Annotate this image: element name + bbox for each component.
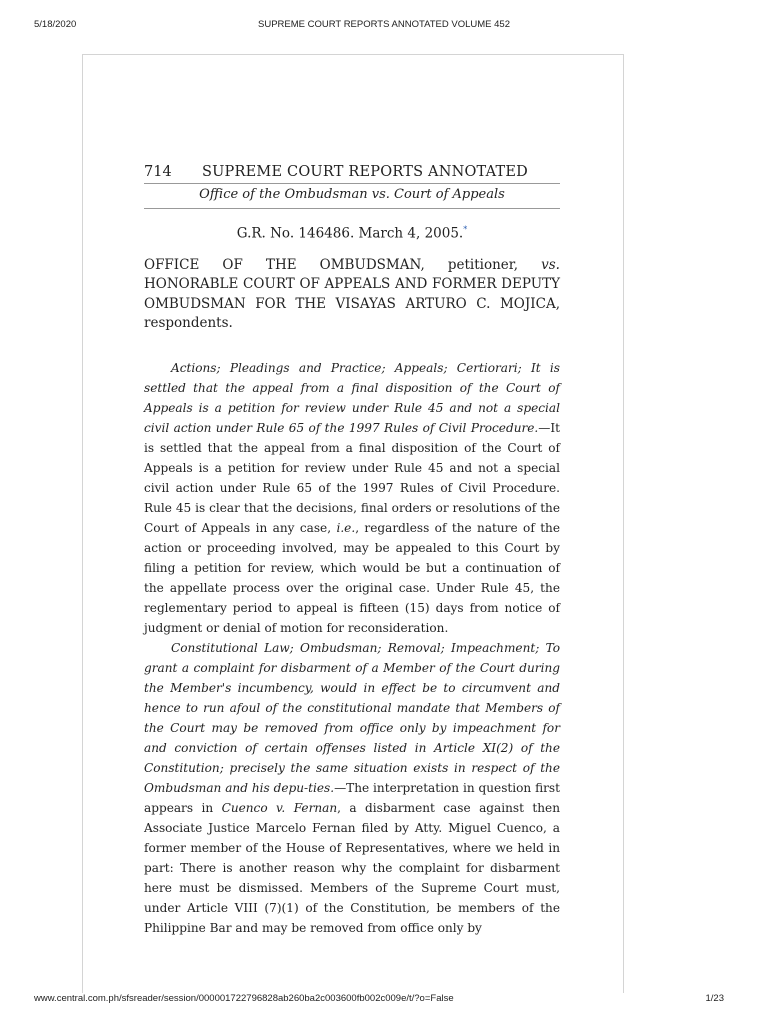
syllabus-paragraph: [144, 358, 560, 638]
respondents-role: respondents.: [144, 315, 233, 331]
syllabus-text: —It is settled that the appeal from a final disposition of the Court of Appeals is a petition for review under Rule 45 and not a special civil action under Rule 65 of the 1997 Rules of Civil Procedure. Rule 45 is clear that the decisions, final orders or resolutions of the Court of Appeals in any case,: [144, 420, 560, 535]
syllabus-keywords: Constitutional Law; Ombudsman; Removal; Impeachment; To grant a complaint for disbarment of a Member of the Court during the Member's incumbency, would in effect be to circumvent and hence to run afoul of the constitutional mandate that Members of the Court may be removed from office only by impeachment for and conviction of certain offenses listed in Article XI(2) of the Constitution; precisely the same situation exists in respect of the Ombudsman and his depu-ties.: [144, 640, 560, 795]
syllabus-italic-term: i.e.: [336, 520, 356, 535]
syllabus-text: , a disbarment case against then Associate Justice Marcelo Fernan filed by Atty. Miguel Cuenco, a former member of the House of Representatives, where we held in part: There is another reason why the complaint for disbarment here must be dismissed. Members of the Supreme Court must, under Article VIII (7)(1) of the Constitution, be members of the Philippine Bar and may be removed from office only by: [144, 800, 560, 935]
browser-print-header: [0, 11, 768, 30]
gr-number: [144, 225, 560, 242]
case-parties: [144, 256, 560, 334]
case-title: Office of the Ombudsman vs. Court of Appeals: [144, 184, 560, 209]
respondents-name: HONORABLE COURT OF APPEALS AND FORMER DEPUTY OMBUDSMAN FOR THE VISAYAS ARTURO C. MOJICA,: [144, 276, 560, 312]
print-url: www.central.com.ph/sfsreader/session/000001722796828ab260ba2c003600fb002c009e/t/?o=False: [34, 993, 454, 1004]
running-head: [144, 161, 560, 184]
syllabus-text: , regardless of the nature of the action or proceeding involved, may be appealed to this Court by filing a petition for review, which would be but a continuation of the appellate process over the original case. Under Rule 45, the reglementary period to appeal is fifteen (15) days from notice of judgment or denial of motion for reconsideration.: [144, 520, 560, 635]
page-content: [144, 161, 560, 938]
running-title: SUPREME COURT REPORTS ANNOTATED: [202, 164, 528, 180]
syllabus-text: —The interpretation in question first appears in: [144, 780, 560, 815]
syllabus-paragraph: [144, 638, 560, 938]
syllabus: [144, 358, 560, 938]
petitioner-role: petitioner,: [447, 256, 519, 273]
page-number: 714: [144, 164, 172, 180]
print-title: SUPREME COURT REPORTS ANNOTATED VOLUME 452: [258, 19, 510, 30]
versus: vs.: [541, 256, 560, 273]
print-page-count: 1/23: [705, 993, 724, 1004]
petitioner-name: OFFICE OF THE OMBUDSMAN,: [144, 256, 425, 273]
print-date: 5/18/2020: [34, 19, 77, 30]
syllabus-keywords: Actions; Pleadings and Practice; Appeals; Certiorari; It is settled that the appeal from a final disposition of the Court of Appeals is a petition for review under Rule 45 and not a special civil action under Rule 65 of the 1997 Rules of Civil Procedure.: [144, 360, 560, 435]
footnote-link[interactable]: *: [463, 225, 468, 234]
gr-number-text: G.R. No. 146486. March 4, 2005.: [236, 225, 464, 242]
case-reference: Cuenco v. Fernan: [221, 800, 338, 815]
browser-print-footer: [0, 993, 768, 1009]
